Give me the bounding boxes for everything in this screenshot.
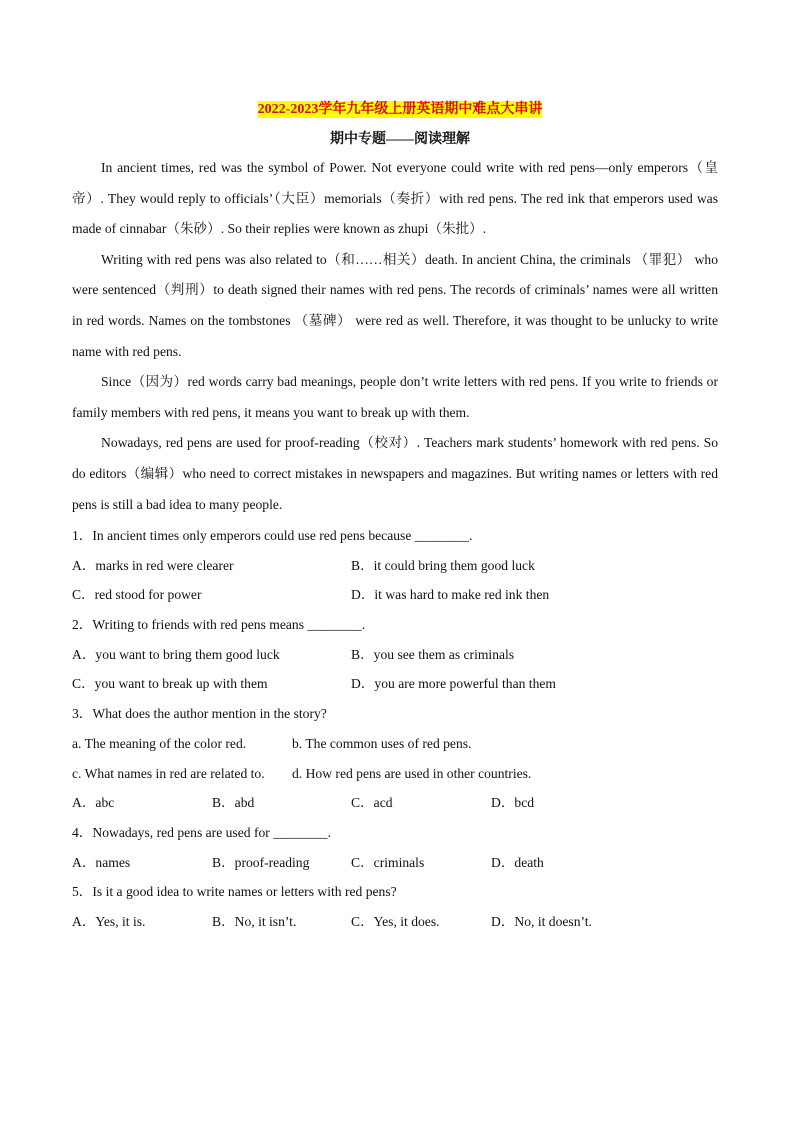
question-3-option-c: C．acd: [351, 795, 393, 811]
question-3-statements-row-2: [72, 759, 732, 789]
question-3-option-d: D．bcd: [491, 795, 535, 811]
question-3-option-a: A．abc: [72, 795, 115, 811]
question-3-stem: 3．What does the author mention in the story?: [72, 706, 327, 722]
question-2-option-a: A．you want to bring them good luck: [72, 646, 280, 662]
question-3-statements-row-1: [72, 729, 732, 759]
question-2-option-d: D．you are more powerful than them: [351, 676, 556, 692]
question-1-option-c: C．red stood for power: [72, 587, 202, 603]
question-5-options-row: [72, 907, 732, 937]
question-3-statement-d: d. How red pens are used in other countries.: [292, 765, 532, 781]
question-2-options-row-2: [72, 669, 732, 699]
question-5-stem: 5．Is it a good idea to write names or letters with red pens?: [72, 884, 397, 900]
passage-paragraph-2: Writing with red pens was also related to（和……相关）death. In ancient China, the criminals （罪犯） who were sentenced（判刑）to death signed their names with red pens. The records of criminals’ names were all written in red words. Names on the tombstones （墓碑） were red as well. Therefore, it was thought to be unlucky to write name with red pens.: [72, 251, 718, 359]
question-1-options-row-1: [72, 551, 732, 581]
question-2-options-row-1: [72, 640, 732, 670]
question-3-options-row: [72, 788, 732, 818]
passage-paragraph-4: Nowadays, red pens are used for proof-reading（校对）. Teachers mark students’ homework with red pens. So do editors（编辑）who need to correct mistakes in newspapers and magazines. But writing names or letters with red pens is still a bad idea to many people.: [72, 435, 718, 512]
question-4-option-c: C．criminals: [351, 854, 425, 870]
question-list: [72, 521, 732, 937]
question-1-options-row-2: [72, 580, 732, 610]
question-1-stem: 1．In ancient times only emperors could use red pens because ________.: [72, 528, 473, 543]
question-3-option-b: B．abd: [212, 795, 255, 811]
question-1-option-d: D．it was hard to make red ink then: [351, 587, 550, 603]
question-5-option-b: B．No, it isn’t.: [212, 913, 297, 929]
question-2-option-b: B．you see them as criminals: [351, 646, 515, 662]
question-4-option-a: A．names: [72, 854, 131, 870]
reading-passage: [72, 153, 718, 520]
question-5-option-d: D．No, it doesn’t.: [491, 913, 592, 929]
question-5-option-c: C．Yes, it does.: [351, 913, 440, 929]
page-title: [0, 98, 800, 118]
passage-paragraph-1: In ancient times, red was the symbol of Power. Not everyone could write with red pens—only emperors（皇帝）. They would reply to officials’（大臣）memorials（奏折）with red pens. The red ink that emperors used was made of cinnabar（朱砂）. So their replies were known as zhupi（朱批）.: [72, 160, 718, 237]
question-4-option-b: B．proof-reading: [212, 854, 310, 870]
question-4-options-row: [72, 848, 732, 878]
question-2-option-c: C．you want to break up with them: [72, 676, 268, 692]
question-5-option-a: A．Yes, it is.: [72, 913, 146, 929]
question-3-statement-c: c. What names in red are related to.: [72, 765, 265, 781]
page-title-text: 2022-2023学年九年级上册英语期中难点大串讲: [257, 102, 543, 117]
passage-paragraph-3: Since（因为）red words carry bad meanings, people don’t write letters with red pens. If you write to friends or family members with red pens, it means you want to break up with them.: [72, 374, 718, 420]
section-subtitle: 期中专题——阅读理解: [330, 132, 470, 147]
question-1-option-a: A．marks in red were clearer: [72, 557, 234, 573]
question-1-option-b: B．it could bring them good luck: [351, 557, 535, 573]
question-2-stem: 2．Writing to friends with red pens means ________.: [72, 617, 366, 633]
question-4-stem: 4．Nowadays, red pens are used for ________.: [72, 824, 331, 840]
question-3-statement-b: b. The common uses of red pens.: [292, 735, 472, 751]
question-4-option-d: D．death: [491, 854, 544, 870]
question-3-statement-a: a. The meaning of the color red.: [72, 735, 247, 751]
